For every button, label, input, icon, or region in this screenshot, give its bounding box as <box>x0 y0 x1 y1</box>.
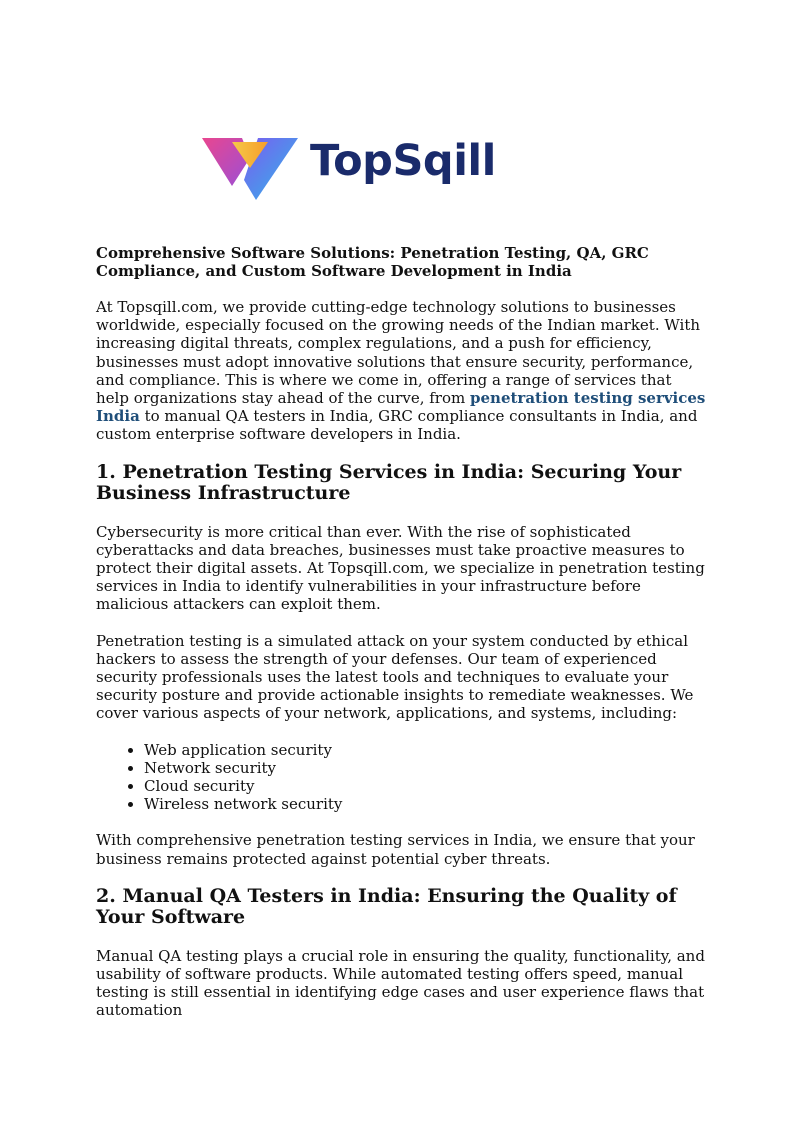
section1-paragraph-2: Penetration testing is a simulated attack on your system conducted by ethical hackers to assess the strength of your defenses. Our team of experienced security professionals uses the latest tools and techniques to evaluate your security posture and provide actionable insights to remediate weaknesses. We cover various aspects of your network, applications, and systems, including: <box>96 631 694 723</box>
security-aspects-list <box>96 741 708 814</box>
section2-heading: 2. Manual QA Testers in India: Ensuring the Quality of Your Software <box>96 884 677 928</box>
document-title: Comprehensive Software Solutions: Penetration Testing, QA, GRC Compliance, and Custom Software Development in India <box>96 244 649 280</box>
section2-paragraph-1: Manual QA testing plays a crucial role in ensuring the quality, functionality, and usability of software products. While automated testing offers speed, manual testing is still essential in identifying edge cases and user experience flaws that automation <box>96 946 705 1020</box>
list-item: • Wireless network security <box>144 795 708 813</box>
list-item: • Cloud security <box>144 777 708 795</box>
section1-paragraph-3: With comprehensive penetration testing services in India, we ensure that your business remains protected against potential cyber threats. <box>96 831 695 868</box>
logo-text: TopSqill <box>310 136 496 186</box>
list-item: • Web application security <box>144 741 708 759</box>
section1-paragraph-1: Cybersecurity is more critical than ever. With the rise of sophisticated cyberattacks and data breaches, businesses must take proactive measures to protect their digital assets. At Topsqill.com, we specialize in penetration testing services in India to identify vulnerabilities in your infrastructure before malicious attackers can exploit them. <box>96 522 705 614</box>
logo-mark-icon <box>198 130 302 202</box>
list-item: • Network security <box>144 759 708 777</box>
intro-text-end: to manual QA testers in India, GRC compliance consultants in India, and custom enterprise software developers in India. <box>96 407 698 444</box>
intro-paragraph <box>96 298 708 444</box>
penetration-testing-link[interactable]: penetration testing services India <box>96 389 706 426</box>
document-body <box>96 244 708 1038</box>
intro-text-start: At Topsqill.com, we provide cutting-edge technology solutions to businesses worldwide, especially focused on the growing needs of the Indian market. With increasing digital threats, complex regulations, and a push for efficiency, businesses must adopt innovative solutions that ensure security, performance, and compliance. This is where we come in, offering a range of services that help organizations stay ahead of the curve, from <box>96 298 701 408</box>
topsqill-logo <box>198 130 578 208</box>
section1-heading: 1. Penetration Testing Services in India: Securing Your Business Infrastructure <box>96 460 682 504</box>
